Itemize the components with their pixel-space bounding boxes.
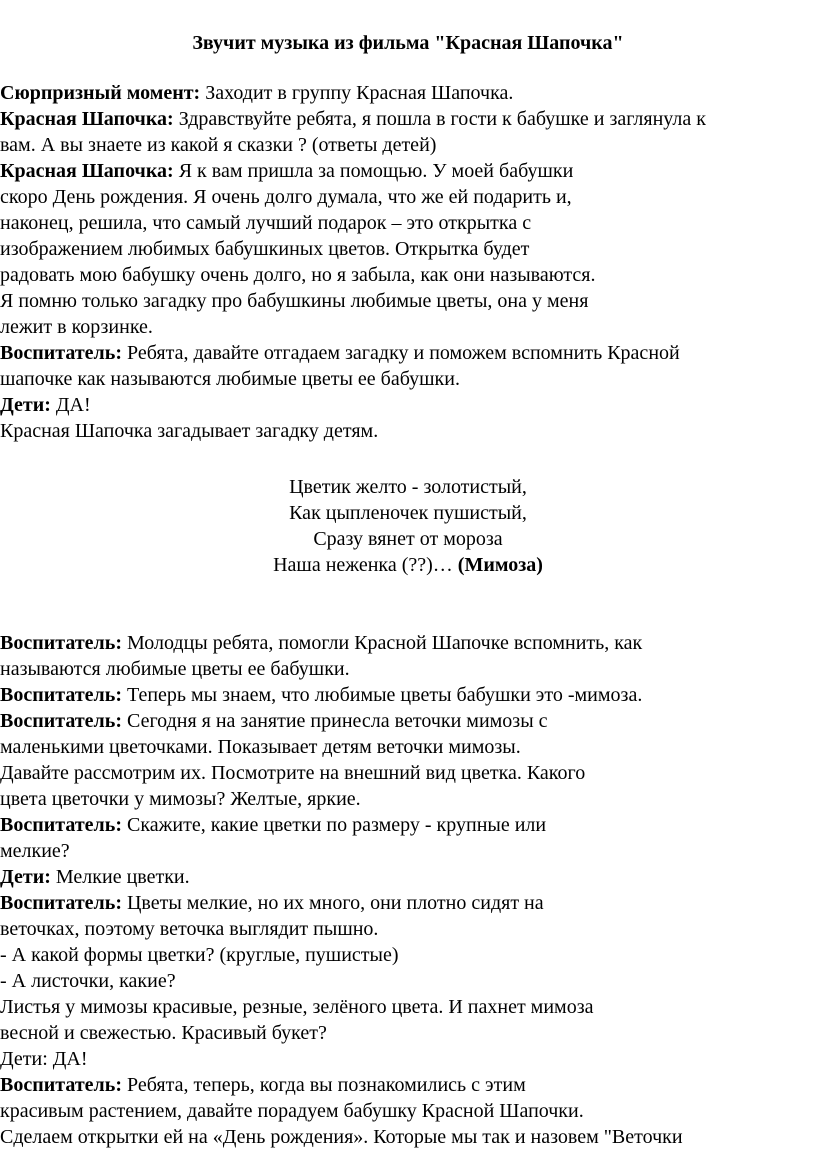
dialogue-line: радовать мою бабушку очень долго, но я забыла, как они называются.: [0, 264, 596, 286]
speaker-label: Сюрпризный момент:: [0, 82, 201, 104]
speaker-label: Воспитатель:: [0, 814, 122, 836]
speaker-label: Воспитатель:: [0, 342, 122, 364]
dialogue-line: [0, 1072, 526, 1098]
poem-text: Наша неженка (??)…: [273, 554, 458, 576]
dialogue-line: [0, 630, 642, 656]
dialogue-line: скоро День рождения. Я очень долго думала, что же ей подарить и,: [0, 186, 572, 208]
dialogue-line: мелкие?: [0, 840, 70, 862]
narration-line: Красная Шапочка загадывает загадку детям.: [0, 420, 379, 442]
dialogue-line: лежит в корзинке.: [0, 316, 153, 338]
dialogue-line: шапочке как называются любимые цветы ее бабушки.: [0, 368, 460, 390]
dialogue-line: - А листочки, какие?: [0, 970, 176, 992]
dialogue-line: Я помню только загадку про бабушкины любимые цветы, она у меня: [0, 290, 589, 312]
dialogue-line: веточках, поэтому веточка выглядит пышно.: [0, 918, 379, 940]
dialogue-text: Молодцы ребята, помогли Красной Шапочке вспомнить, как: [121, 632, 643, 654]
dialogue-text: Теперь мы знаем, что любимые цветы бабушки это -мимоза.: [121, 684, 643, 706]
dialogue-line: [0, 812, 546, 838]
dialogue-line: [0, 708, 548, 734]
speaker-label: Воспитатель:: [0, 632, 122, 654]
dialogue-line: [0, 682, 642, 708]
dialogue-text: Я к вам пришла за помощью. У моей бабушки: [173, 160, 574, 182]
speaker-label: Воспитатель:: [0, 1074, 122, 1096]
dialogue-line: весной и свежестью. Красивый букет?: [0, 1022, 327, 1044]
dialogue-text: Мелкие цветки.: [50, 866, 190, 888]
riddle-answer: (Мимоза): [457, 554, 543, 576]
speaker-label: Воспитатель:: [0, 710, 122, 732]
dialogue-line: [0, 864, 190, 890]
intro-line: [0, 80, 513, 106]
speaker-label: Красная Шапочка:: [0, 108, 174, 130]
dialogue-line: [0, 158, 573, 184]
page-title: Звучит музыка из фильма "Красная Шапочка": [192, 32, 624, 54]
dialogue-line: Листья у мимозы красивые, резные, зелёного цвета. И пахнет мимоза: [0, 996, 594, 1018]
dialogue-text: Цветы мелкие, но их много, они плотно сидят на: [121, 892, 544, 914]
speaker-label: Дети:: [0, 394, 51, 416]
poem-line: Как цыпленочек пушистый,: [289, 502, 527, 524]
speaker-label: Воспитатель:: [0, 684, 122, 706]
dialogue-line: [0, 890, 544, 916]
dialogue-line: [0, 340, 680, 366]
dialogue-text: Скажите, какие цветки по размеру - крупные или: [121, 814, 547, 836]
speaker-label: Дети:: [0, 866, 51, 888]
dialogue-line: называются любимые цветы ее бабушки.: [0, 658, 350, 680]
speaker-label: Воспитатель:: [0, 892, 122, 914]
dialogue-line: [0, 106, 706, 132]
dialogue-text: Здравствуйте ребята, я пошла в гости к бабушке и заглянула к: [173, 108, 706, 130]
dialogue-line: - А какой формы цветки? (круглые, пушистые): [0, 944, 399, 966]
dialogue-line: [0, 392, 91, 418]
speaker-label: Красная Шапочка:: [0, 160, 174, 182]
dialogue-line: изображением любимых бабушкиных цветов. Открытка будет: [0, 238, 530, 260]
dialogue-line: Давайте рассмотрим их. Посмотрите на внешний вид цветка. Какого: [0, 762, 586, 784]
poem-line: Цветик желто - золотистый,: [289, 476, 527, 498]
dialogue-line: красивым растением, давайте порадуем бабушку Красной Шапочки.: [0, 1100, 584, 1122]
poem-line: [0, 552, 816, 578]
dialogue-line: Сделаем открытки ей на «День рождения». Которые мы так и назовем "Веточки: [0, 1126, 683, 1148]
dialogue-line: вам. А вы знаете из какой я сказки ? (ответы детей): [0, 134, 437, 156]
dialogue-line: маленькими цветочками. Показывает детям веточки мимозы.: [0, 736, 521, 758]
dialogue-line: наконец, решила, что самый лучший подарок – это открытка с: [0, 212, 532, 234]
dialogue-text: Ребята, давайте отгадаем загадку и поможем вспомнить Красной: [121, 342, 680, 364]
dialogue-line: Дети: ДА!: [0, 1048, 88, 1070]
dialogue-line: цвета цветочки у мимозы? Желтые, яркие.: [0, 788, 361, 810]
dialogue-text: Сегодня я на занятие принесла веточки мимозы с: [121, 710, 548, 732]
dialogue-text: Заходит в группу Красная Шапочка.: [200, 82, 514, 104]
dialogue-text: ДА!: [50, 394, 91, 416]
poem-line: Сразу вянет от мороза: [313, 528, 503, 550]
dialogue-text: Ребята, теперь, когда вы познакомились с этим: [121, 1074, 526, 1096]
